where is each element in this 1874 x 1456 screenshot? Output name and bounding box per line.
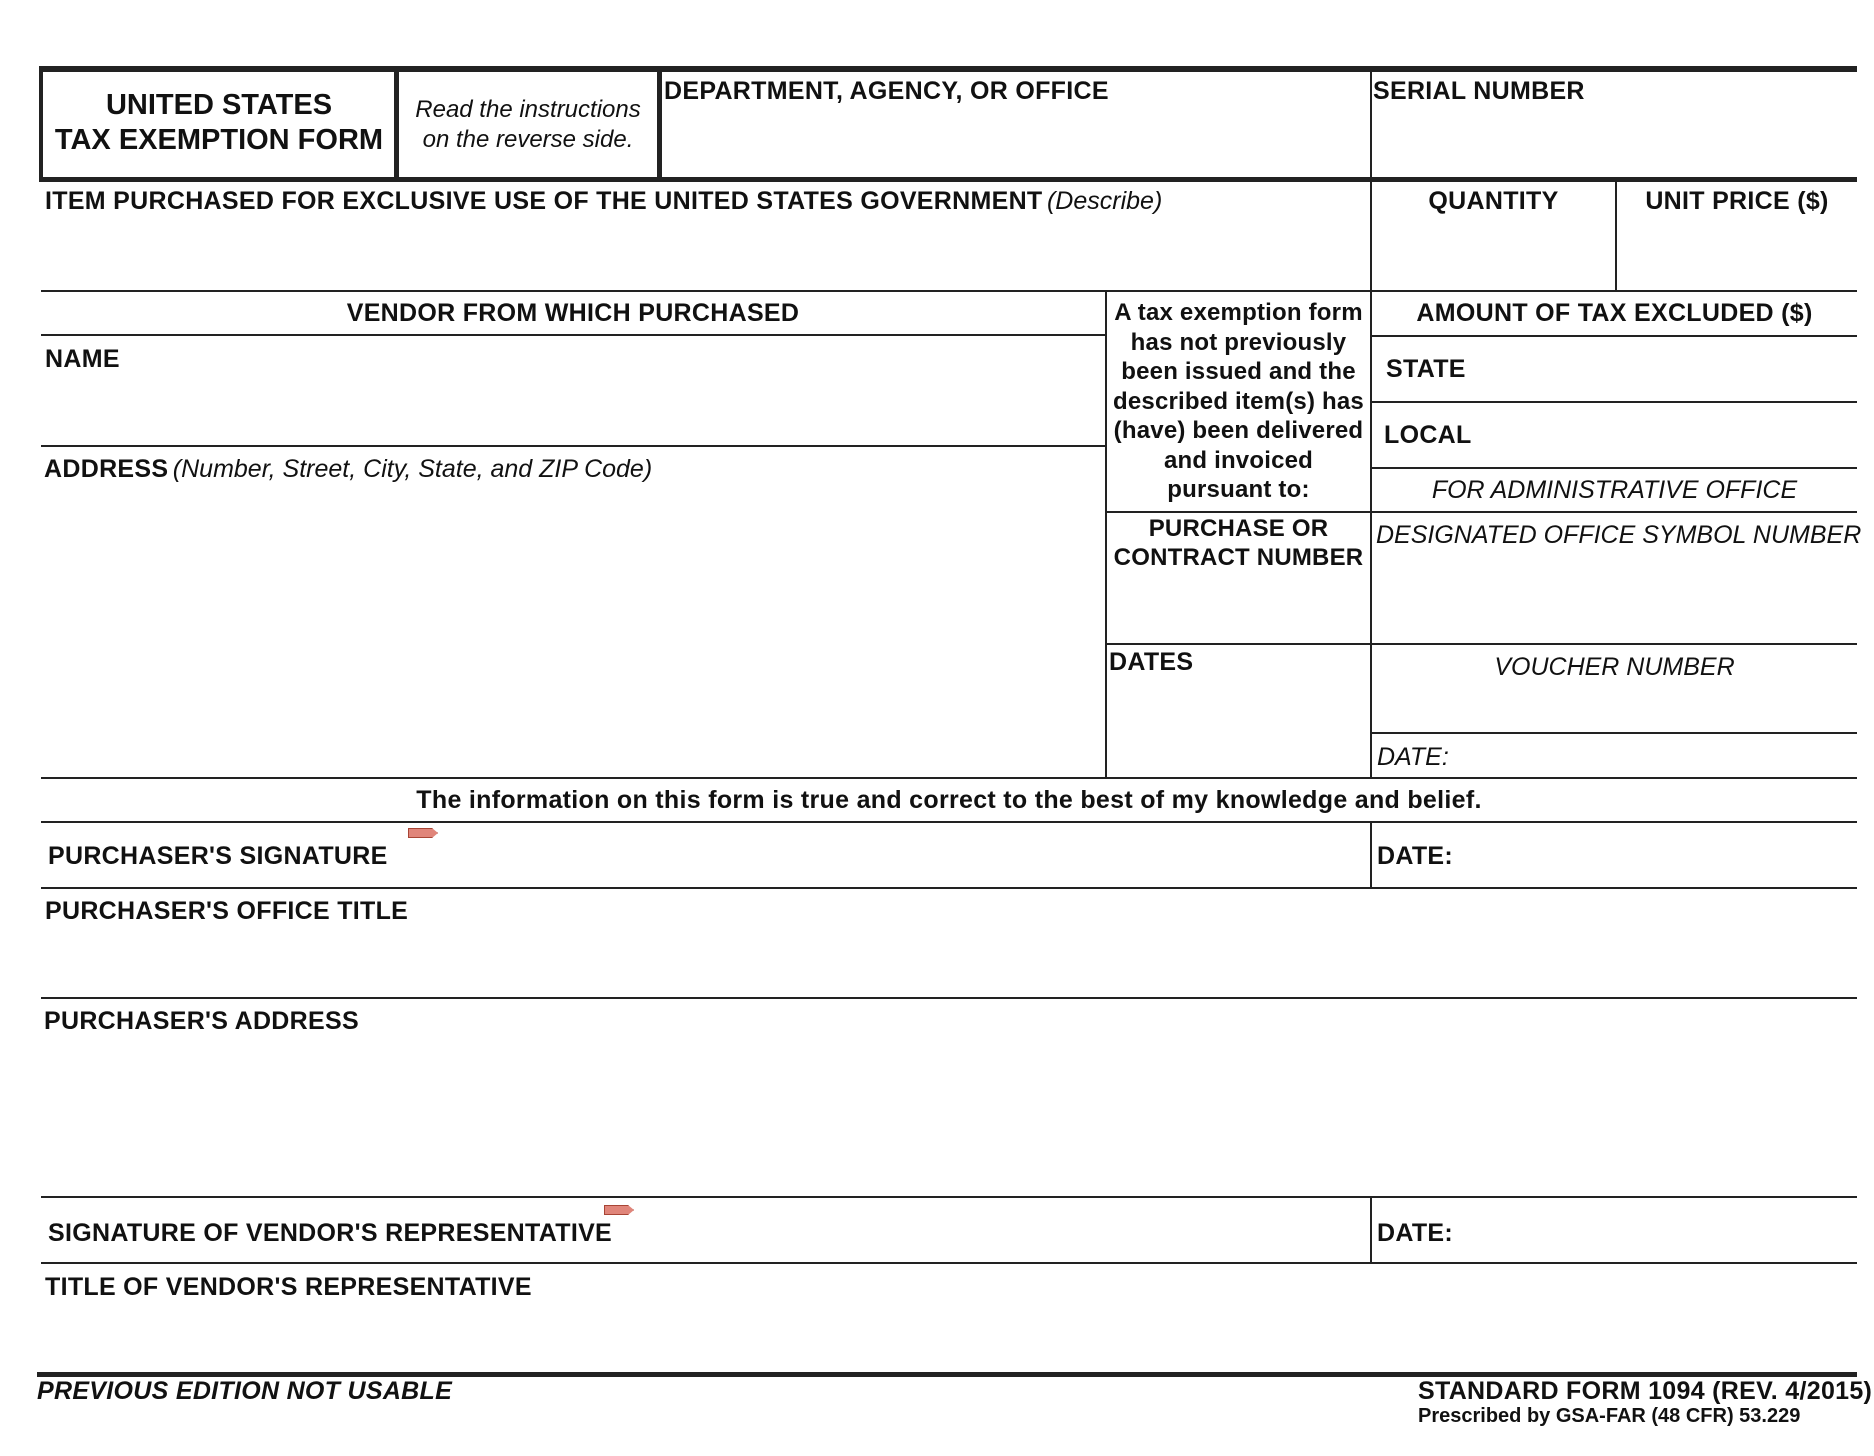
purchaser-date-field[interactable] (1460, 826, 1854, 884)
divider (41, 445, 1106, 447)
item-hint: (Describe) (1046, 187, 1163, 215)
serial-number-field[interactable] (1374, 108, 1854, 174)
vendor-title-label: TITLE OF VENDOR'S REPRESENTATIVE (45, 1273, 532, 1301)
instructions-note (399, 95, 657, 155)
local-tax-field[interactable] (1480, 406, 1852, 464)
purchaser-signature-label: PURCHASER'S SIGNATURE (48, 842, 388, 870)
department-label: DEPARTMENT, AGENCY, OR OFFICE (664, 77, 1109, 105)
divider (1370, 1197, 1372, 1264)
purchaser-date-label: DATE: (1377, 842, 1454, 870)
vendor-name-field[interactable] (45, 376, 1100, 440)
tax-amount-label: AMOUNT OF TAX EXCLUDED ($) (1416, 299, 1813, 327)
divider (1370, 70, 1372, 180)
header-rule (39, 177, 1857, 182)
form-title-line1: UNITED STATES (105, 89, 333, 121)
vendor-address-field[interactable] (45, 490, 1100, 770)
statement-line5: (have) been delivered (1113, 417, 1364, 444)
item-description-field[interactable] (45, 218, 1365, 286)
divider (657, 70, 662, 180)
instructions-line2: on the reverse side. (422, 126, 634, 153)
vendor-date-label: DATE: (1377, 1219, 1454, 1247)
vendor-signature-label: SIGNATURE OF VENDOR'S REPRESENTATIVE (48, 1219, 613, 1247)
divider (41, 777, 1857, 779)
purchaser-office-title-field[interactable] (45, 930, 1855, 992)
serial-number-label: SERIAL NUMBER (1373, 77, 1585, 105)
prescribed-by: Prescribed by GSA-FAR (48 CFR) 53.229 (1418, 1405, 1801, 1427)
statement-line4: described item(s) has (1113, 387, 1364, 415)
divider (41, 1196, 1857, 1198)
contract-line1: PURCHASE OR (1148, 515, 1329, 542)
divider (41, 887, 1857, 889)
purchaser-address-field[interactable] (45, 1040, 1855, 1190)
quantity-label: QUANTITY (1428, 187, 1559, 215)
vendor-section-title: VENDOR FROM WHICH PURCHASED (346, 299, 800, 327)
statement-line2: has not previously (1130, 328, 1347, 356)
department-field[interactable] (664, 108, 1364, 174)
vendor-signature-field[interactable] (640, 1201, 1365, 1259)
vendor-address-hint: (Number, Street, City, State, and ZIP Code) (172, 455, 653, 483)
quantity-field[interactable] (1376, 218, 1612, 286)
vendor-address-label-row (44, 455, 652, 484)
state-tax-field[interactable] (1480, 340, 1852, 398)
state-tax-label: STATE (1386, 355, 1466, 383)
divider (1371, 732, 1857, 734)
divider (1371, 467, 1857, 469)
edition-note: PREVIOUS EDITION NOT USABLE (37, 1377, 453, 1405)
contract-line2: CONTRACT NUMBER (1113, 544, 1364, 571)
office-symbol-field[interactable] (1376, 556, 1854, 638)
statement-line6: and invoiced (1163, 446, 1314, 474)
exemption-statement (1107, 298, 1370, 505)
form-number: STANDARD FORM 1094 (REV. 4/2015) (1418, 1377, 1873, 1405)
divider (41, 290, 1857, 292)
purchaser-address-label: PURCHASER'S ADDRESS (44, 1007, 359, 1035)
form-title-line2: TAX EXEMPTION FORM (54, 124, 384, 156)
sign-here-flag[interactable] (604, 1205, 634, 1215)
divider (1370, 290, 1372, 779)
voucher-number-label: VOUCHER NUMBER (1494, 653, 1735, 681)
unit-price-field[interactable] (1620, 218, 1854, 286)
admin-date-field[interactable] (1460, 738, 1854, 774)
dates-label: DATES (1109, 648, 1194, 676)
statement-line1: A tax exemption form (1114, 299, 1363, 326)
item-label: ITEM PURCHASED FOR EXCLUSIVE USE OF THE UNITED STATES GOVERNMENT (45, 187, 1043, 215)
statement-line7: pursuant to: (1167, 476, 1310, 503)
purchaser-signature-field[interactable] (440, 826, 1365, 884)
admin-date-label: DATE: (1377, 743, 1449, 771)
vendor-name-label: NAME (45, 345, 120, 373)
vendor-title-field[interactable] (45, 1305, 1855, 1367)
form-title (44, 88, 394, 158)
divider (1370, 822, 1372, 889)
item-label-row (45, 187, 1162, 216)
divider (41, 997, 1857, 999)
divider (1106, 643, 1857, 645)
divider (41, 334, 1106, 336)
unit-price-label: UNIT PRICE ($) (1645, 187, 1829, 215)
vendor-address-label: ADDRESS (44, 455, 169, 483)
dates-field[interactable] (1110, 680, 1366, 772)
statement-line3: been issued and the (1121, 358, 1356, 385)
voucher-number-field[interactable] (1376, 688, 1854, 728)
divider (41, 821, 1857, 823)
divider (1371, 401, 1857, 403)
office-symbol-label: DESIGNATED OFFICE SYMBOL NUMBER (1376, 521, 1862, 549)
sign-here-flag[interactable] (408, 828, 438, 838)
divider (1371, 335, 1857, 337)
top-rule (39, 66, 1857, 72)
divider (1106, 511, 1857, 513)
admin-office-label: FOR ADMINISTRATIVE OFFICE (1431, 476, 1798, 504)
divider (39, 70, 43, 180)
local-tax-label: LOCAL (1384, 421, 1472, 449)
instructions-line1: Read the instructions (415, 96, 641, 123)
contract-number-field[interactable] (1110, 578, 1366, 638)
certification-text: The information on this form is true and correct to the best of my knowledge and belief. (416, 786, 1482, 814)
divider (41, 1262, 1857, 1264)
vendor-date-field[interactable] (1460, 1201, 1854, 1259)
contract-number-label (1107, 514, 1370, 572)
purchaser-office-title-label: PURCHASER'S OFFICE TITLE (45, 897, 409, 925)
